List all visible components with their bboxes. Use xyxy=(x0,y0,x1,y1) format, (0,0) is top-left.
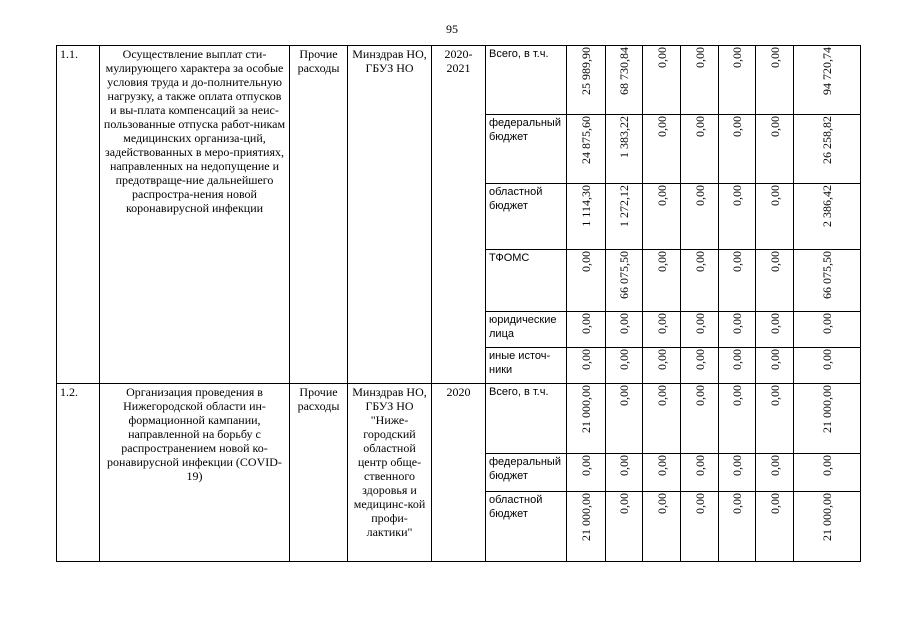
value-cell: 0,00 xyxy=(643,250,681,312)
value-cell: 0,00 xyxy=(756,250,794,312)
value-cell: 0,00 xyxy=(643,184,681,250)
value-cell: 0,00 xyxy=(567,312,606,348)
value-cell: 0,00 xyxy=(756,115,794,184)
total-cell: 66 075,50 xyxy=(794,250,861,312)
total-cell: 0,00 xyxy=(794,348,861,384)
item-number: 1.2. xyxy=(57,384,100,562)
total-cell: 0,00 xyxy=(794,454,861,492)
value-cell: 0,00 xyxy=(719,46,756,115)
value-cell: 0,00 xyxy=(756,348,794,384)
source-label: областной бюджет xyxy=(486,492,567,562)
value-cell: 21 000,00 xyxy=(567,492,606,562)
value-cell: 0,00 xyxy=(567,454,606,492)
value-cell: 0,00 xyxy=(681,492,719,562)
total-cell: 21 000,00 xyxy=(794,492,861,562)
source-label: ТФОМС xyxy=(486,250,567,312)
value-cell: 0,00 xyxy=(606,454,643,492)
funding-table xyxy=(56,45,861,562)
value-cell: 0,00 xyxy=(756,46,794,115)
table-row xyxy=(57,46,861,115)
item-period: 2020-2021 xyxy=(432,46,486,384)
value-cell: 0,00 xyxy=(606,384,643,454)
value-cell: 0,00 xyxy=(681,46,719,115)
value-cell: 0,00 xyxy=(643,492,681,562)
page-number: 95 xyxy=(446,22,458,36)
value-cell: 68 730,84 xyxy=(606,46,643,115)
item-executor: Минздрав НО, ГБУЗ НО "Ниже-городский областной центр обще-ственного здоровья и медицинс-кой профи-лактики" xyxy=(348,384,432,562)
value-cell: 0,00 xyxy=(606,492,643,562)
value-cell: 1 383,22 xyxy=(606,115,643,184)
source-label: областной бюджет xyxy=(486,184,567,250)
value-cell: 0,00 xyxy=(719,184,756,250)
value-cell: 1 114,30 xyxy=(567,184,606,250)
value-cell: 0,00 xyxy=(719,312,756,348)
value-cell: 0,00 xyxy=(681,348,719,384)
source-label: федеральный бюджет xyxy=(486,115,567,184)
value-cell: 0,00 xyxy=(681,312,719,348)
value-cell: 0,00 xyxy=(681,454,719,492)
value-cell: 0,00 xyxy=(756,312,794,348)
value-cell: 0,00 xyxy=(719,454,756,492)
value-cell: 21 000,00 xyxy=(567,384,606,454)
item-number: 1.1. xyxy=(57,46,100,384)
value-cell: 0,00 xyxy=(681,115,719,184)
value-cell: 24 875,60 xyxy=(567,115,606,184)
value-cell: 0,00 xyxy=(719,115,756,184)
item-name: Организация проведения в Нижегородской области ин-формационной кампании, направленной на борьбу с распространением новой ко-ронавирусной инфекции (COVID-19) xyxy=(100,384,290,562)
source-label: Всего, в т.ч. xyxy=(486,384,567,454)
value-cell: 0,00 xyxy=(567,348,606,384)
value-cell: 0,00 xyxy=(756,454,794,492)
source-label: иные источ-ники xyxy=(486,348,567,384)
value-cell: 0,00 xyxy=(643,46,681,115)
value-cell: 0,00 xyxy=(643,454,681,492)
value-cell: 0,00 xyxy=(681,250,719,312)
item-name: Осуществление выплат сти-мулирующего характера за особые условия труда и до-полнительную нагрузку, а также оплата отпусков и вы-плата компенсаций за неис-пользованные отпуска работ-никам медицинских организа-ций, задействованных в меро-приятиях, направленных на недопущение и предотвраще-ние дальнейшего распростра-нения новой коронавирусной инфекции xyxy=(100,46,290,384)
value-cell: 0,00 xyxy=(643,348,681,384)
total-cell: 21 000,00 xyxy=(794,384,861,454)
value-cell: 25 989,90 xyxy=(567,46,606,115)
value-cell: 0,00 xyxy=(719,384,756,454)
value-cell: 0,00 xyxy=(719,250,756,312)
total-cell: 0,00 xyxy=(794,312,861,348)
value-cell: 0,00 xyxy=(643,384,681,454)
item-period: 2020 xyxy=(432,384,486,562)
value-cell: 0,00 xyxy=(756,492,794,562)
value-cell: 0,00 xyxy=(606,312,643,348)
total-cell: 2 386,42 xyxy=(794,184,861,250)
table-row xyxy=(57,384,861,454)
source-label: федеральный бюджет xyxy=(486,454,567,492)
value-cell: 0,00 xyxy=(719,492,756,562)
total-cell: 26 258,82 xyxy=(794,115,861,184)
item-category: Прочие расходы xyxy=(290,384,348,562)
value-cell: 0,00 xyxy=(567,250,606,312)
value-cell: 0,00 xyxy=(643,312,681,348)
value-cell: 0,00 xyxy=(681,184,719,250)
value-cell: 1 272,12 xyxy=(606,184,643,250)
item-category: Прочие расходы xyxy=(290,46,348,384)
value-cell: 0,00 xyxy=(719,348,756,384)
source-label: Всего, в т.ч. xyxy=(486,46,567,115)
value-cell: 66 075,50 xyxy=(606,250,643,312)
value-cell: 0,00 xyxy=(756,384,794,454)
source-label: юридические лица xyxy=(486,312,567,348)
total-cell: 94 720,74 xyxy=(794,46,861,115)
item-executor: Минздрав НО, ГБУЗ НО xyxy=(348,46,432,384)
value-cell: 0,00 xyxy=(681,384,719,454)
value-cell: 0,00 xyxy=(643,115,681,184)
value-cell: 0,00 xyxy=(756,184,794,250)
value-cell: 0,00 xyxy=(606,348,643,384)
